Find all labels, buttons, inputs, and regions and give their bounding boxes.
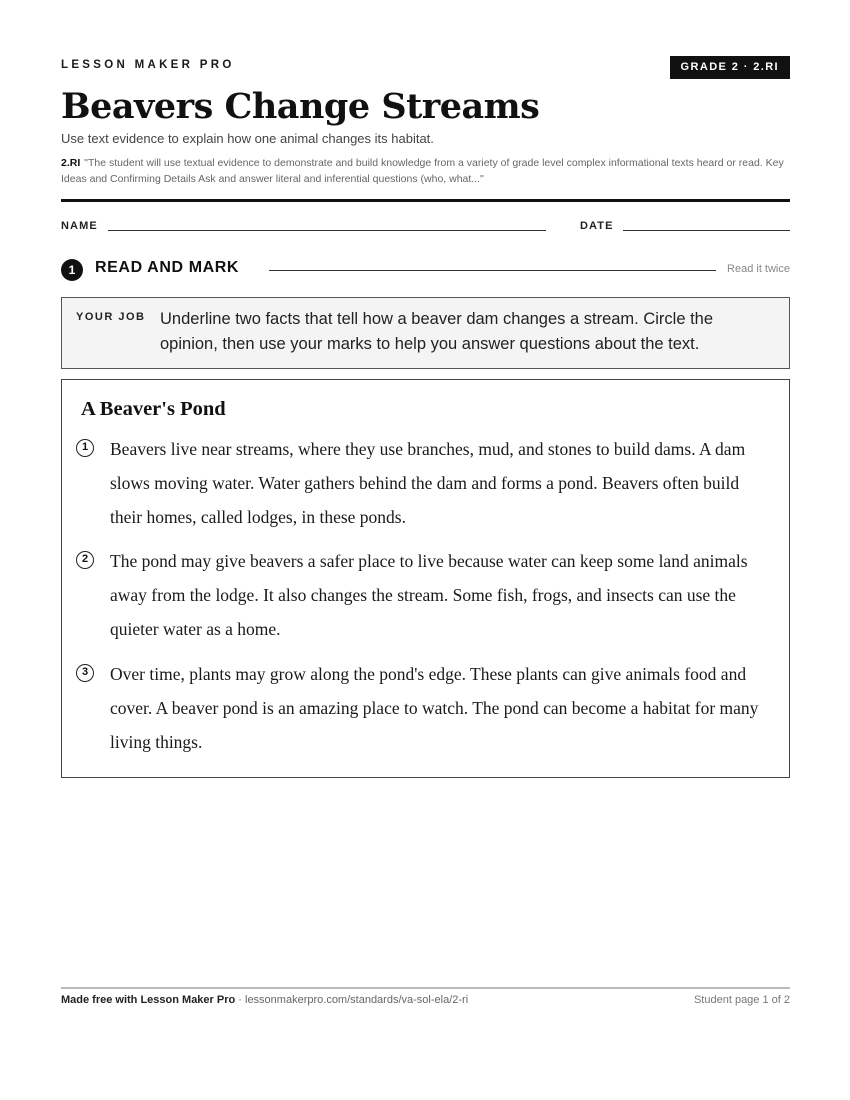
paragraph-number: 1 xyxy=(76,439,94,457)
header-divider xyxy=(61,199,790,202)
paragraph-number: 3 xyxy=(76,664,94,682)
footer-made-with: Made free with Lesson Maker Pro xyxy=(61,994,236,1006)
paragraph-text: Over time, plants may grow along the pond's edge. These plants can give animals food and cover. A beaver pond is an amazing place to watch. The pond can become a habitat for many living things. xyxy=(110,664,759,752)
section-header xyxy=(61,258,790,280)
standard-description xyxy=(61,155,790,187)
passage-title: A Beaver's Pond xyxy=(81,398,226,420)
standard-text: "The student will use textual evidence to demonstrate and build knowledge from a variety of grade level complex informational texts heard or read. Key Ideas and Confirming Details Ask and answer literal and inferential questions (who, what..." xyxy=(61,157,784,185)
page-indicator: Student page 1 of 2 xyxy=(693,994,790,1006)
section-divider xyxy=(269,270,716,271)
date-field[interactable] xyxy=(623,230,790,231)
brand-name: LESSON MAKER PRO xyxy=(61,59,235,71)
page-title: Beavers Change Streams xyxy=(61,86,540,127)
your-job-label: YOUR JOB xyxy=(76,311,146,323)
name-date-fields xyxy=(61,219,790,235)
paragraph-text: Beavers live near streams, where they use branches, mud, and stones to build dams. A dam slows moving water. Water gathers behind the dam and forms a pond. Beavers often build their homes, called lodges, in these ponds. xyxy=(110,439,746,527)
page-subtitle: Use text evidence to explain how one animal changes its habitat. xyxy=(61,131,434,146)
footer-separator: · xyxy=(235,994,245,1006)
date-label: DATE xyxy=(580,220,614,232)
grade-badge: GRADE 2 · 2.RI xyxy=(670,56,790,79)
paragraph-text: The pond may give beavers a safer place to live because water can keep some land animals away from the lodge. It also changes the stream. Some fish, frogs, and insects can use the quieter water as a home. xyxy=(110,551,748,639)
worksheet-page xyxy=(61,0,790,1100)
name-label: NAME xyxy=(61,220,98,232)
footer-credit xyxy=(61,994,468,1006)
footer-divider xyxy=(61,987,790,989)
section-note: Read it twice xyxy=(727,263,790,275)
your-job-box xyxy=(61,297,790,369)
section-number-badge: 1 xyxy=(61,259,83,281)
footer-url[interactable]: lessonmakerpro.com/standards/va-sol-ela/2-ri xyxy=(245,994,469,1006)
standard-code: 2.RI xyxy=(61,157,81,169)
section-title: READ AND MARK xyxy=(95,259,240,276)
header-bar xyxy=(61,56,790,79)
reading-passage xyxy=(61,379,790,778)
paragraph-number: 2 xyxy=(76,551,94,569)
name-field[interactable] xyxy=(108,230,546,231)
your-job-instructions: Underline two facts that tell how a beaver dam changes a stream. Circle the opinion, then use your marks to help you answer questions about the text. xyxy=(160,310,714,353)
